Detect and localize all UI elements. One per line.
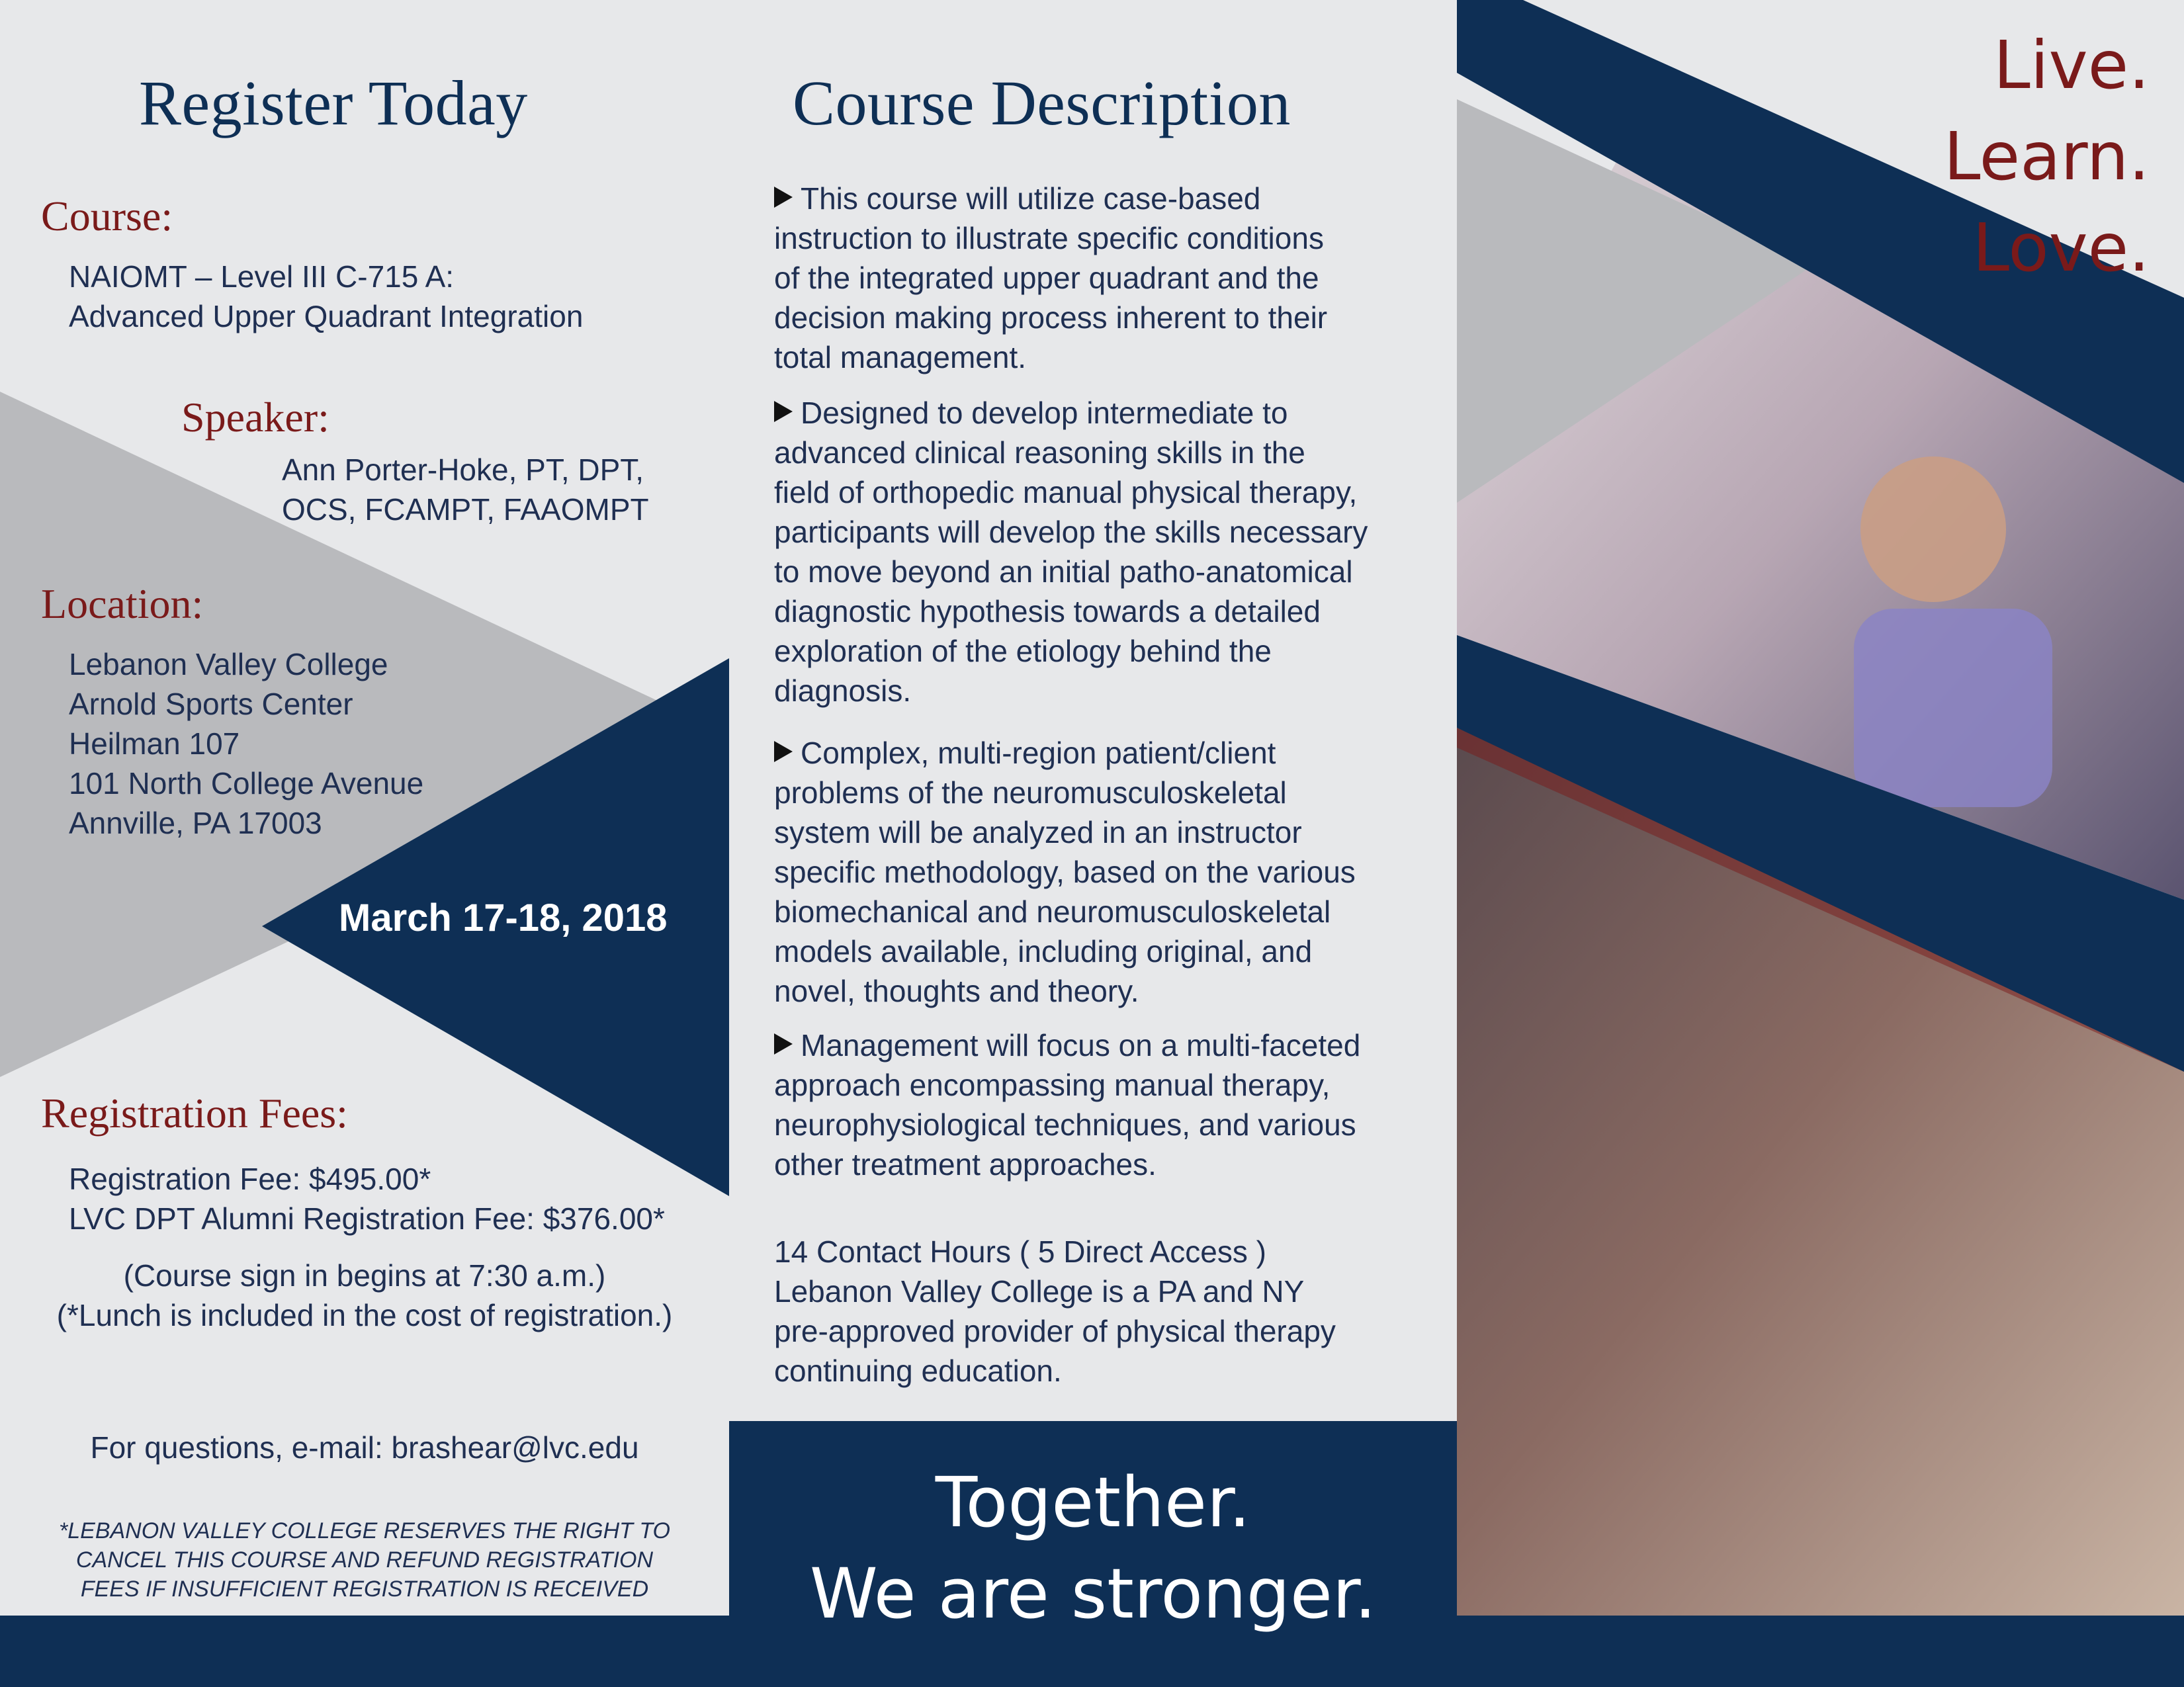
location-line: Arnold Sports Center [69,687,353,721]
hours-line: 14 Contact Hours ( 5 Direct Access ) [774,1234,1266,1269]
description-bullets [774,179,1442,1184]
note-line: (Course sign in begins at 7:30 a.m.) [123,1258,606,1293]
tagline-line: Love. [1972,209,2150,286]
location-line: 101 North College Avenue [69,766,424,800]
bullet-arrow-icon [774,401,793,422]
description-bullet: Complex, multi-region patient/client problems of the neuromusculoskeletal system will be analyzed in an instructor specific methodology, based on the various biomechanical and neuromusculoskeletal models available, including original, and novel, thoughts and theory. [774,736,1356,1008]
note-line: (*Lunch is included in the cost of registration.) [56,1298,673,1332]
cancellation-disclaimer [0,1516,729,1604]
course-info [69,257,583,336]
bullet-arrow-icon [774,187,793,208]
tagline-line: Learn. [1943,118,2150,195]
fee-line: Registration Fee: $495.00* [69,1162,431,1196]
course-line: Advanced Upper Quadrant Integration [69,299,584,333]
speaker-label: Speaker: [181,394,329,441]
course-description-heading: Course Description [793,67,1291,138]
registration-notes [0,1256,729,1335]
register-today-heading: Register Today [139,67,528,138]
disclaimer-line: *LEBANON VALLEY COLLEGE RESERVES THE RIGHT TO [59,1518,670,1543]
description-bullet: This course will utilize case-based instruction to illustrate specific conditions of the integrated upper quadrant and the decision making process inherent to their total management. [774,181,1328,374]
location-line: Lebanon Valley College [69,647,388,681]
contact-hours-info [774,1232,1336,1391]
contact-email[interactable]: For questions, e-mail: brashear@lvc.edu [90,1430,639,1465]
location-line: Annville, PA 17003 [69,806,322,840]
speaker-info [282,450,649,529]
hours-line: pre-approved provider of physical therapy [774,1314,1336,1348]
slogan-line: We are stronger. [809,1553,1377,1634]
disclaimer-line: FEES IF INSUFFICIENT REGISTRATION IS RECEIVED [80,1577,649,1602]
tagline-line: Live. [1993,26,2150,104]
registration-fees-label: Registration Fees: [41,1090,348,1137]
left-panel [0,0,729,1687]
live-learn-love-tagline [1753,20,2150,294]
course-date: March 17-18, 2018 [339,896,668,939]
location-label: Location: [41,580,204,627]
description-bullet: Management will focus on a multi-faceted approach encompassing manual therapy, neurophysiological techniques, and various other treatment approaches. [774,1028,1361,1182]
fee-info [69,1159,665,1238]
location-info [69,644,423,843]
speaker-line: Ann Porter-Hoke, PT, DPT, [282,453,644,487]
right-panel [1457,0,2184,1687]
hours-line: Lebanon Valley College is a PA and NY [774,1274,1305,1309]
course-label: Course: [41,193,173,239]
slogan-line: Together. [935,1462,1251,1543]
stretching-photo-figure [1860,456,2006,602]
location-line: Heilman 107 [69,726,240,761]
bullet-arrow-icon [774,741,793,762]
fee-line: LVC DPT Alumni Registration Fee: $376.00* [69,1201,665,1236]
bullet-arrow-icon [774,1033,793,1055]
speaker-line: OCS, FCAMPT, FAAOMPT [282,492,649,527]
course-line: NAIOMT – Level III C-715 A: [69,259,455,294]
together-banner [729,1421,1457,1687]
description-bullet: Designed to develop intermediate to advanced clinical reasoning skills in the field of orthopedic manual physical therapy, participants will develop the skills necessary to move beyond an initial patho-anatomical diagnostic hypothesis towards a detailed exploration of the etiology behind the diagnosis. [774,396,1368,708]
disclaimer-line: CANCEL THIS COURSE AND REFUND REGISTRATION [75,1547,654,1573]
hours-line: continuing education. [774,1354,1062,1388]
stretching-photo-shirt [1854,609,2052,807]
